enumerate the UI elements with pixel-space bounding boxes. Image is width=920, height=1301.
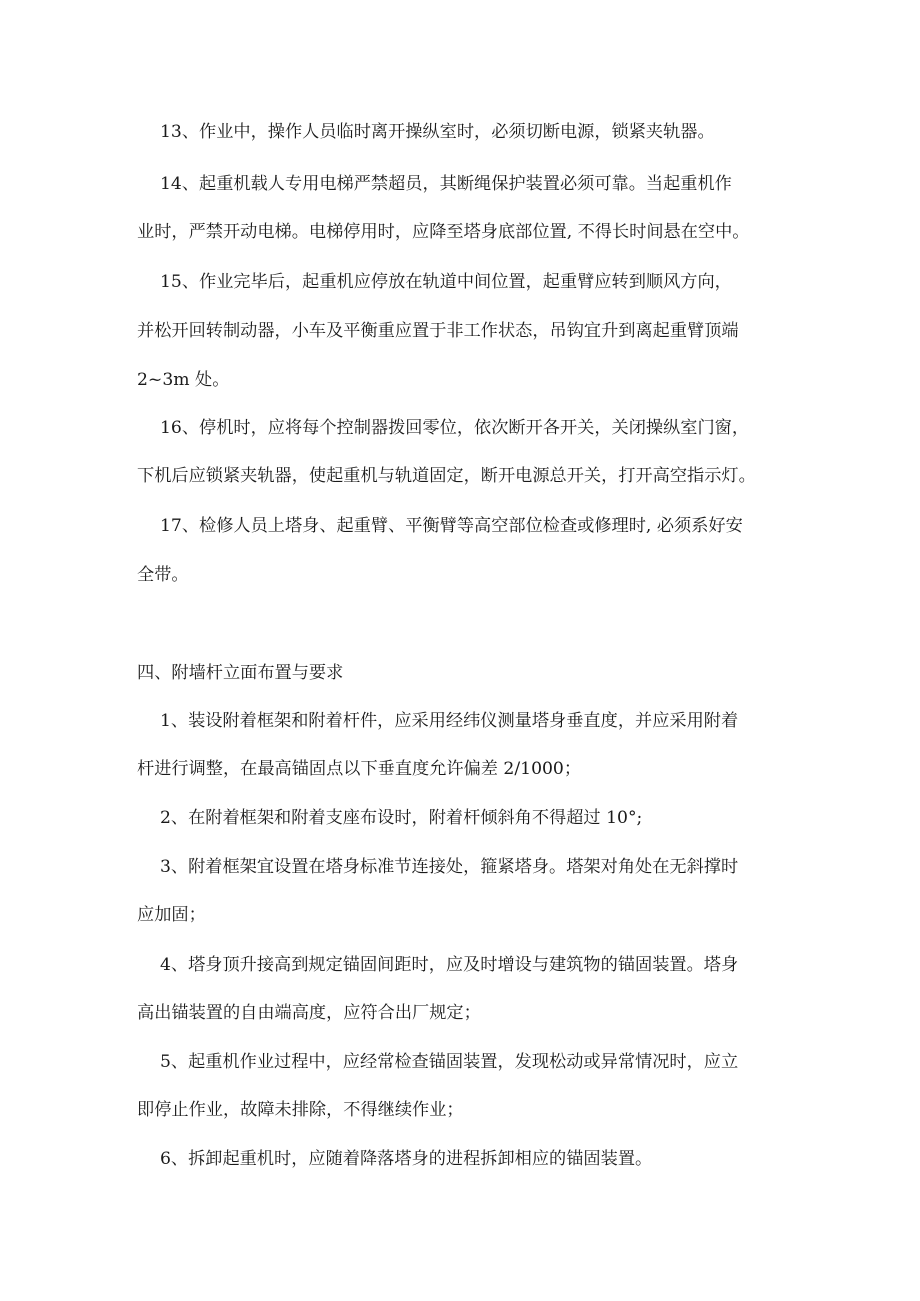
item-17-line-1: 17、检修人员上塔身、起重臂、平衡臂等高空部位检查或修理时, 必须系好安 [160, 516, 743, 536]
item-b4-line-1: 4、塔身顶升接高到规定锚固间距时，应及时增设与建筑物的锚固装置。塔身 [160, 955, 739, 975]
item-b6-line-1: 6、拆卸起重机时，应随着降落塔身的进程拆卸相应的锚固装置。 [160, 1149, 653, 1169]
item-17-line-2: 全带。 [137, 565, 189, 585]
item-15-line-3: 2~3m 处。 [137, 370, 230, 390]
item-15-line-2: 并松开回转制动器，小车及平衡重应置于非工作状态，吊钩宜升到离起重臂顶端 [137, 321, 739, 341]
item-14-line-2: 业时，严禁开动电梯。电梯停用时，应降至塔身底部位置, 不得长时间悬在空中。 [137, 222, 750, 242]
item-b1-line-2: 杆进行调整，在最高锚固点以下垂直度允许偏差 2/1000； [137, 759, 582, 779]
item-b1-line-1: 1、装设附着框架和附着杆件，应采用经纬仪测量塔身垂直度，并应采用附着 [160, 711, 739, 731]
item-b3-line-2: 应加固； [137, 905, 206, 925]
item-16-line-2: 下机后应锁紧夹轨器，使起重机与轨道固定，断开电源总开关，打开高空指示灯。 [137, 466, 756, 486]
item-b3-line-1: 3、附着框架宜设置在塔身标准节连接处，箍紧塔身。塔架对角处在无斜撑时 [160, 857, 739, 877]
item-15-line-1: 15、作业完毕后，起重机应停放在轨道中间位置，起重臂应转到顺风方向， [160, 272, 732, 292]
item-b2-line-1: 2、在附着框架和附着支座布设时，附着杆倾斜角不得超过 10°; [160, 808, 643, 828]
section-heading: 四、附墙杆立面布置与要求 [137, 663, 344, 683]
item-14-line-1: 14、起重机载人专用电梯严禁超员，其断绳保护装置必须可靠。当起重机作 [160, 174, 732, 194]
item-16-line-1: 16、停机时，应将每个控制器拨回零位，依次断开各开关，关闭操纵室门窗， [160, 418, 750, 438]
item-b5-line-1: 5、起重机作业过程中，应经常检查锚固装置，发现松动或异常情况时，应立 [160, 1052, 739, 1072]
item-b5-line-2: 即停止作业，故障未排除，不得继续作业； [137, 1100, 464, 1120]
item-13-line-1: 13、作业中，操作人员临时离开操纵室时，必须切断电源，锁紧夹轨器。 [160, 122, 715, 142]
item-b4-line-2: 高出锚装置的自由端高度，应符合出厂规定； [137, 1003, 481, 1023]
